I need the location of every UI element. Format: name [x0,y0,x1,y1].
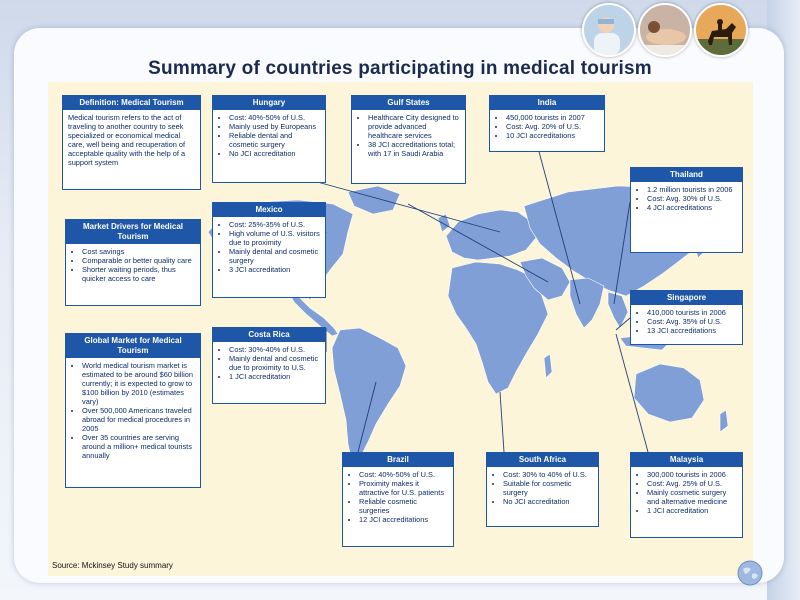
europe-land [446,210,536,260]
malaysia-item: • 300,000 tourists in 2006 [647,470,737,479]
global-market-box [65,333,201,488]
hungary-item: • Mainly used by Europeans [229,122,320,131]
madagascar-land [544,354,552,378]
south-america-land [332,328,406,462]
malaysia-box [630,452,743,538]
definition-box [62,95,201,190]
malaysia-item: • Mainly cosmetic surgery and alternative medicine [647,488,737,506]
australia-land [634,364,704,422]
malaysia-title: Malaysia [631,453,742,467]
greenland-land [348,186,400,214]
thailand-box [630,167,743,253]
brazil-item: • Proximity makes it attractive for U.S. patients [359,479,448,497]
hungary-title: Hungary [213,96,325,110]
india-title: India [490,96,604,110]
global-market-title: Global Market for Medical Tourism [66,334,200,358]
south-africa-item: • No JCI accreditation [503,497,593,506]
singapore-box [630,290,743,345]
brazil-item: • Reliable cosmetic surgeries [359,497,448,515]
south-africa-title: South Africa [487,453,598,467]
page-title: Summary of countries participating in medical tourism [148,58,652,79]
south-africa-box [486,452,599,527]
india-item: • Cost: Avg. 20% of U.S. [506,122,599,131]
south-africa-item: • Suitable for cosmetic surgery [503,479,593,497]
definition-title: Definition: Medical Tourism [63,96,200,110]
costa-rica-item: • Mainly dental and cosmetic due to proximity to U.S. [229,354,320,372]
thailand-title: Thailand [631,168,742,182]
market-drivers-item: • Cost savings [82,247,195,256]
india-item: • 10 JCI accreditations [506,131,599,140]
hungary-item: • No JCI accreditation [229,149,320,158]
india-box [489,95,605,152]
thailand-item: • Cost: Avg. 30% of U.S. [647,194,737,203]
costa-rica-box [212,327,326,404]
gulf-states-box [351,95,466,184]
hungary-item: • Reliable dental and cosmetic surgery [229,131,320,149]
market-drivers-item: • Shorter waiting periods, thus quicker access to care [82,265,195,283]
globe-icon [737,560,763,586]
global-market-item: • Over 500,000 Americans traveled abroad for medical procedures in 2005 [82,406,195,433]
gulf-states-title: Gulf States [352,96,465,110]
hungary-box [212,95,326,183]
malaysia-item: • Cost: Avg. 25% of U.S. [647,479,737,488]
new-zealand-land [720,410,728,432]
horse-rider-photo [694,3,748,57]
gulf-states-item: • Healthcare City designed to provide advanced healthcare services [368,113,460,140]
mexico-title: Mexico [213,203,325,217]
brazil-title: Brazil [343,453,453,467]
singapore-item: • Cost: Avg. 35% of U.S. [647,317,737,326]
singapore-title: Singapore [631,291,742,305]
leader-line-south-africa [500,392,504,452]
definition-text: Medical tourism refers to the act of traveling to another country to seek specialized or economical medical care, well being and recuperation of acceptable quality with the help of a support system [68,113,186,167]
massage-photo [638,3,692,57]
mexico-item: • Cost: 25%-35% of U.S. [229,220,320,229]
mexico-item: • 3 JCI accreditation [229,265,320,274]
global-market-item: • Over 35 countries are serving around a million+ medical tourists annually [82,433,195,460]
mexico-item: • High volume of U.S. visitors due to proximity [229,229,320,247]
costa-rica-item: • 1 JCI accreditation [229,372,320,381]
doctor-photo [582,3,636,57]
gulf-states-item: • 38 JCI accreditations total; with 17 in Saudi Arabia [368,140,460,158]
brazil-item: • Cost: 40%-50% of U.S. [359,470,448,479]
source-note: Source: Mckinsey Study summary [52,561,173,570]
mexico-item: • Mainly dental and cosmetic surgery [229,247,320,265]
brazil-box [342,452,454,547]
hungary-item: • Cost: 40%-50% of U.S. [229,113,320,122]
costa-rica-title: Costa Rica [213,328,325,342]
market-drivers-box [65,219,201,306]
mexico-box [212,202,326,298]
market-drivers-title: Market Drivers for Medical Tourism [66,220,200,244]
brazil-item: • 12 JCI accreditations [359,515,448,524]
thailand-item: • 1.2 million tourists in 2006 [647,185,737,194]
india-item: • 450,000 tourists in 2007 [506,113,599,122]
malaysia-item: • 1 JCI accreditation [647,506,737,515]
costa-rica-item: • Cost: 30%-40% of U.S. [229,345,320,354]
thailand-item: • 4 JCI accreditations [647,203,737,212]
singapore-item: • 13 JCI accreditations [647,326,737,335]
global-market-item: • World medical tourism market is estimated to be around $60 billion currently; it is expected to grow to $100 billion by 2010 (estimates vary) [82,361,195,406]
singapore-item: • 410,000 tourists in 2006 [647,308,737,317]
south-africa-item: • Cost: 30% to 40% of U.S. [503,470,593,479]
market-drivers-item: • Comparable or better quality care [82,256,195,265]
